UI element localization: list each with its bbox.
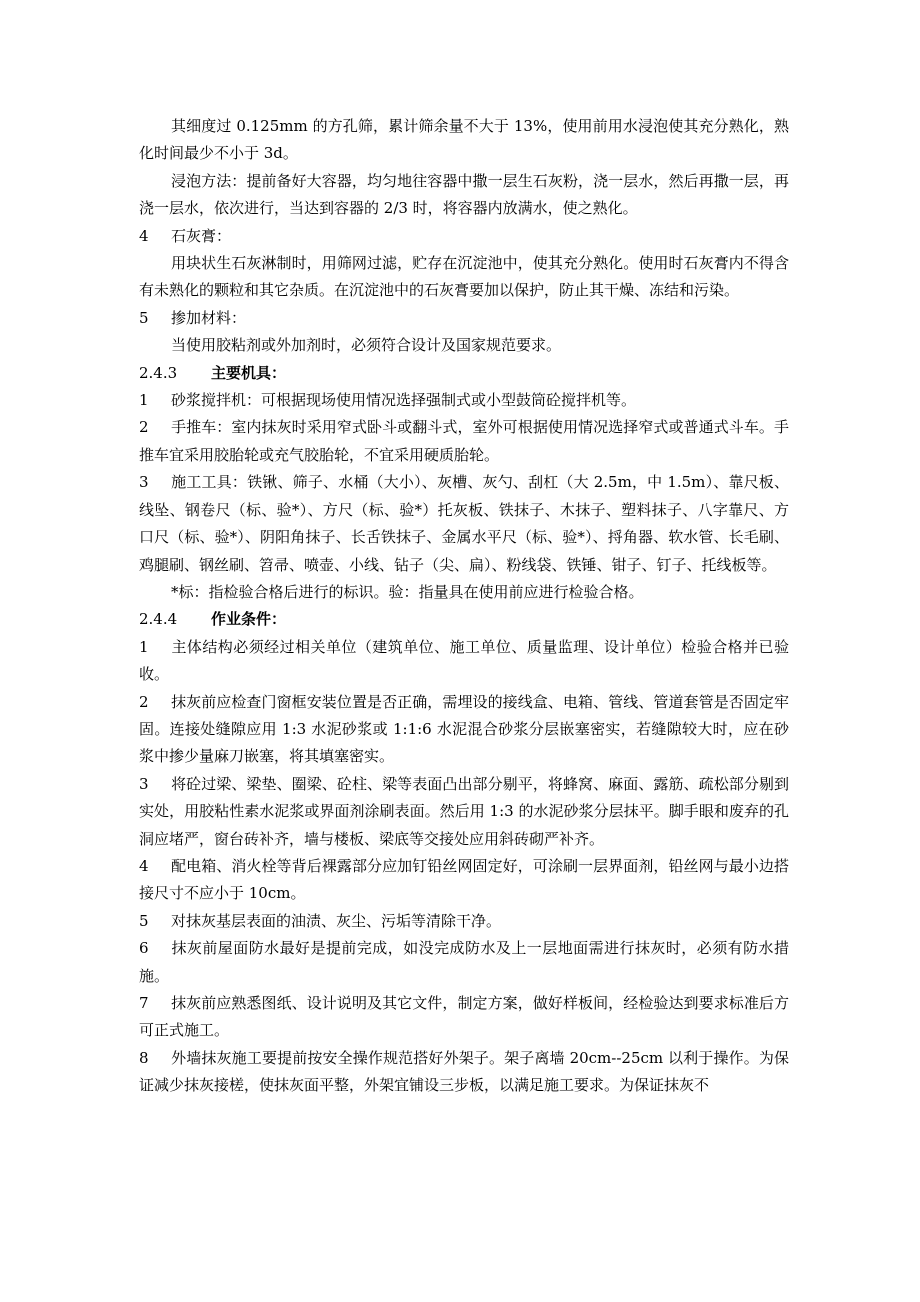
list-item (139, 469, 789, 579)
item-label: 石灰膏： (171, 226, 232, 245)
item-text: 手推车：室内抹灰时采用窄式卧斗或翻斗式，室外可根据使用情况选择窄式或普通式斗车。手推车宜采用胶胎轮或充气胶胎轮，不宜采用硬质胎轮。 (139, 418, 789, 464)
list-item (139, 990, 789, 1045)
item-text: 抹灰前应熟悉图纸、设计说明及其它文件，制定方案，做好样板间，经检验达到要求标准后方可正式施工。 (139, 994, 789, 1040)
list-item (139, 1045, 789, 1100)
item-number: 5 (139, 308, 149, 327)
item-text: 配电箱、消火栓等背后裸露部分应加钉铅丝网固定好，可涂刷一层界面剂，铅丝网与最小边搭接尺寸不应小于 10cm。 (139, 856, 789, 903)
list-item (139, 414, 789, 469)
item-number: 7 (139, 994, 149, 1012)
item-number: 6 (139, 939, 149, 958)
list-item-admixture (139, 305, 789, 332)
section-heading-tools (139, 360, 789, 387)
list-item (139, 387, 789, 414)
item-number: 1 (139, 391, 149, 410)
section-title: 作业条件： (211, 610, 287, 629)
list-item (139, 689, 789, 771)
item-text: 砂浆搅拌机：可根据现场使用情况选择强制式或小型鼓筒砼搅拌机等。 (171, 391, 637, 410)
document-page (139, 113, 789, 1100)
item-number: 2 (139, 692, 149, 711)
list-item (139, 634, 789, 689)
paragraph-fineness: 其细度过 0.125mm 的方孔筛，累计筛余量不大于 13%，使用前用水浸泡使其充分熟化，熟化时间最少不小于 3d。 (139, 117, 789, 163)
item-text: 抹灰前屋面防水最好是提前完成，如没完成防水及上一层地面需进行抹灰时，必须有防水措施。 (139, 939, 789, 985)
item-number: 2 (139, 418, 149, 437)
item-number: 5 (139, 911, 149, 930)
item-number: 3 (139, 774, 149, 793)
item-text: 主体结构必须经过相关单位（建筑单位、施工单位、质量监理、设计单位）检验合格并已验收。 (139, 637, 789, 684)
item-text: 将砼过梁、梁垫、圈梁、砼柱、梁等表面凸出部分剔平，将蜂窝、麻面、露筋、疏松部分剔到实处，用胶粘性素水泥浆或界面剂涂刷表面。然后用 1:3 的水泥砂浆分层抹平。脚手眼和废弃的孔洞应堵严，窗台砖补齐，墙与楼板、梁底等交接处应用斜砖砌严补齐。 (139, 774, 789, 848)
note-paragraph: *标：指检验合格后进行的标识。验：指量具在使用前应进行检验合格。 (171, 582, 644, 601)
item-number: 1 (139, 637, 149, 656)
list-item (139, 771, 789, 853)
item-text: 施工工具：铁锹、筛子、水桶（大小）、灰槽、灰勺、刮杠（大 2.5m，中 1.5m）、靠尺板、线坠、钢卷尺（标、验*）、方尺（标、验*）托灰板、铁抹子、木抹子、塑料抹子、八字靠尺、方口尺（标、验*）、阴阳角抹子、长舌铁抹子、金属水平尺（标、验*）、捋角器、软水管、长毛刷、鸡腿刷、钢丝刷、笤帚、喷壶、小线、钻子（尖、扁）、粉线袋、铁锤、钳子、钉子、托线板等。 (139, 473, 789, 574)
section-number: 2.4.4 (139, 610, 178, 629)
item-text: 对抹灰基层表面的油渍、灰尘、污垢等清除干净。 (171, 911, 502, 930)
item-number: 4 (139, 856, 149, 875)
list-item (139, 935, 789, 990)
section-heading-conditions (139, 606, 789, 633)
paragraph-admixture: 当使用胶粘剂或外加剂时，必须符合设计及国家规范要求。 (171, 336, 562, 355)
list-item (139, 908, 789, 935)
section-title: 主要机具： (211, 363, 287, 382)
paragraph-lime-paste: 用块状生石灰淋制时，用筛网过滤，贮存在沉淀池中，使其充分熟化。使用时石灰膏内不得含有未熟化的颗粒和其它杂质。在沉淀池中的石灰膏要加以保护，防止其干燥、冻结和污染。 (139, 254, 789, 300)
item-label: 掺加材料： (171, 308, 247, 327)
item-number: 8 (139, 1048, 149, 1067)
section-number: 2.4.3 (139, 363, 178, 382)
item-text: 外墙抹灰施工要提前按安全操作规范搭好外架子。架子离墙 20cm--25cm 以利于操作。为保证减少抹灰接槎，使抹灰面平整，外架宜铺设三步板，以满足施工要求。为保证抹灰不 (139, 1048, 789, 1095)
paragraph-soaking-method: 浸泡方法：提前备好大容器，均匀地往容器中撒一层生石灰粉，浇一层水，然后再撒一层，再浇一层水，依次进行，当达到容器的 2/3 时，将容器内放满水，使之熟化。 (139, 171, 789, 218)
list-item (139, 853, 789, 908)
list-item-lime-paste (139, 223, 789, 250)
item-number: 3 (139, 473, 149, 492)
item-number: 4 (139, 226, 149, 245)
item-text: 抹灰前应检查门窗框安装位置是否正确，需埋设的接线盒、电箱、管线、管道套管是否固定牢固。连接处缝隙应用 1:3 水泥砂浆或 1:1:6 水泥混合砂浆分层嵌塞密实，若缝隙较大时，应在砂浆中掺少量麻刀嵌塞，将其填塞密实。 (139, 692, 789, 766)
